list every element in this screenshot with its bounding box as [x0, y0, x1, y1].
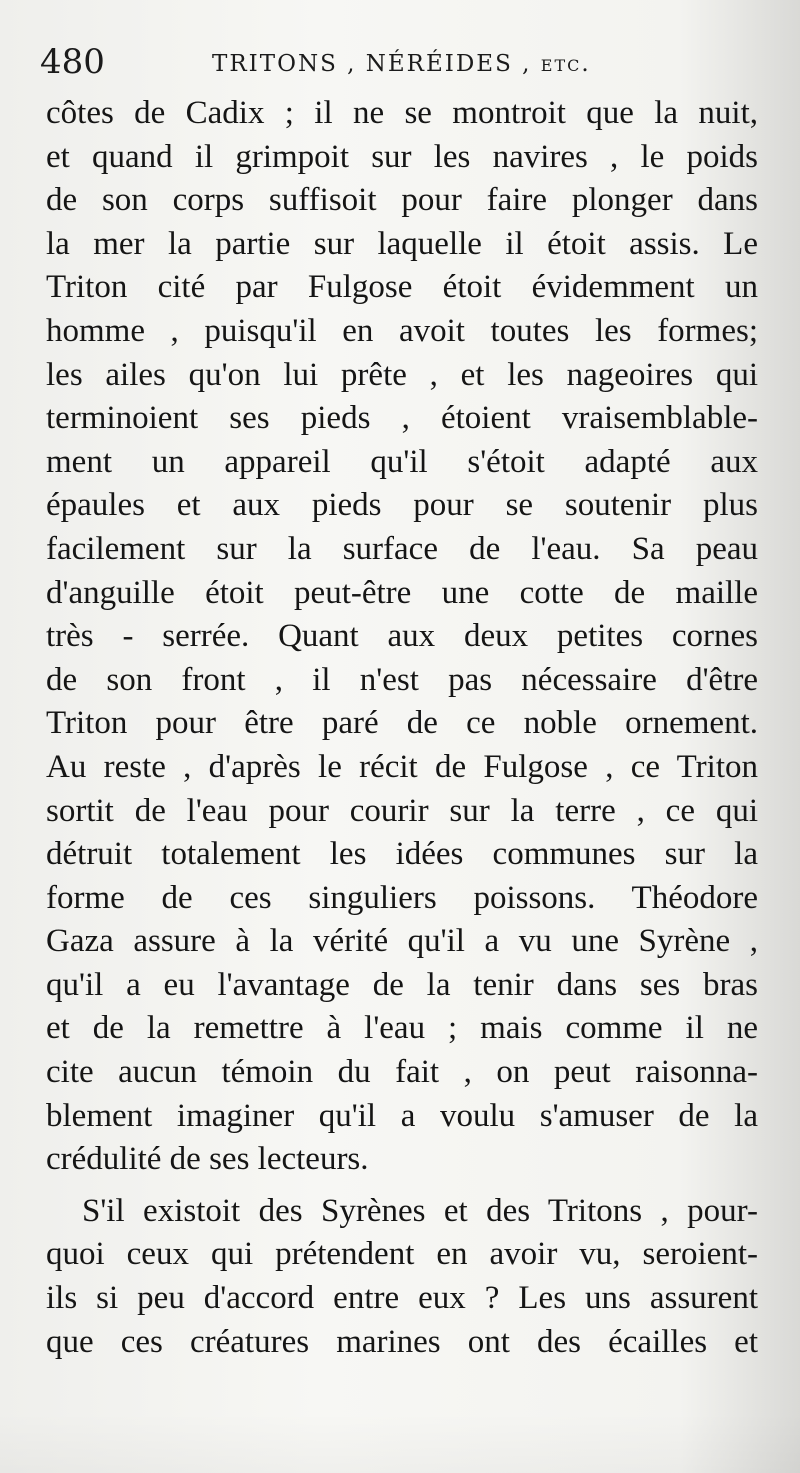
text-line: très - serrée. Quant aux deux petites cornes	[46, 618, 758, 655]
page-bottom-shadow	[0, 1413, 800, 1473]
text-line: Gaza assure à la vérité qu'il a vu une Syrène ,	[46, 923, 758, 960]
text-line: et de la remettre à l'eau ; mais comme il ne	[46, 1010, 758, 1047]
text-line: S'il existoit des Syrènes et des Tritons , pour-	[82, 1192, 758, 1229]
paragraph-1	[46, 92, 758, 1182]
text-line: quoi ceux qui prétendent en avoir vu, seroient-	[46, 1236, 758, 1273]
text-line: sortit de l'eau pour courir sur la terre , ce qui	[46, 792, 758, 829]
text-line: ment un appareil qu'il s'étoit adapté aux	[46, 443, 758, 480]
text-line: ils si peu d'accord entre eux ? Les uns assurent	[46, 1280, 758, 1317]
text-line: cite aucun témoin du fait , on peut raisonna-	[46, 1054, 758, 1091]
text-line: blement imaginer qu'il a voulu s'amuser de la	[46, 1097, 758, 1134]
text-line: la mer la partie sur laquelle il étoit assis. Le	[46, 225, 758, 262]
text-line: que ces créatures marines ont des écailles et	[46, 1323, 758, 1360]
text-line: crédulité de ses lecteurs.	[46, 1141, 369, 1178]
page-number: 480	[40, 42, 105, 82]
text-line: qu'il a eu l'avantage de la tenir dans ses bras	[46, 966, 758, 1003]
text-line: homme , puisqu'il en avoit toutes les formes;	[46, 312, 758, 349]
text-line: Au reste , d'après le récit de Fulgose , ce Triton	[46, 748, 758, 785]
text-line: de son corps suffisoit pour faire plonger dans	[46, 182, 758, 219]
text-line: d'anguille étoit peut-être une cotte de maille	[46, 574, 758, 611]
text-line: et quand il grimpoit sur les navires , le poids	[46, 138, 758, 175]
body-text	[46, 92, 758, 1364]
text-line: côtes de Cadix ; il ne se montroit que la nuit,	[46, 95, 758, 131]
text-line: forme de ces singuliers poissons. Théodore	[46, 879, 758, 916]
text-line: Triton cité par Fulgose étoit évidemment un	[46, 269, 758, 306]
text-line: les ailes qu'on lui prête , et les nageoires qui	[46, 356, 758, 393]
text-line: détruit totalement les idées communes sur la	[46, 836, 758, 873]
text-line: épaules et aux pieds pour se soutenir plus	[46, 487, 758, 524]
running-title: TRITONS , NÉRÉIDES , etc.	[212, 51, 591, 77]
paragraph-2	[46, 1190, 758, 1364]
text-line: facilement sur la surface de l'eau. Sa peau	[46, 530, 758, 567]
text-line: terminoient ses pieds , étoient vraisemblable-	[46, 400, 758, 437]
page-header	[40, 42, 760, 86]
text-line: de son front , il n'est pas nécessaire d'être	[46, 661, 758, 698]
text-line: Triton pour être paré de ce noble ornement.	[46, 705, 758, 742]
paragraph-gap	[46, 1182, 758, 1190]
